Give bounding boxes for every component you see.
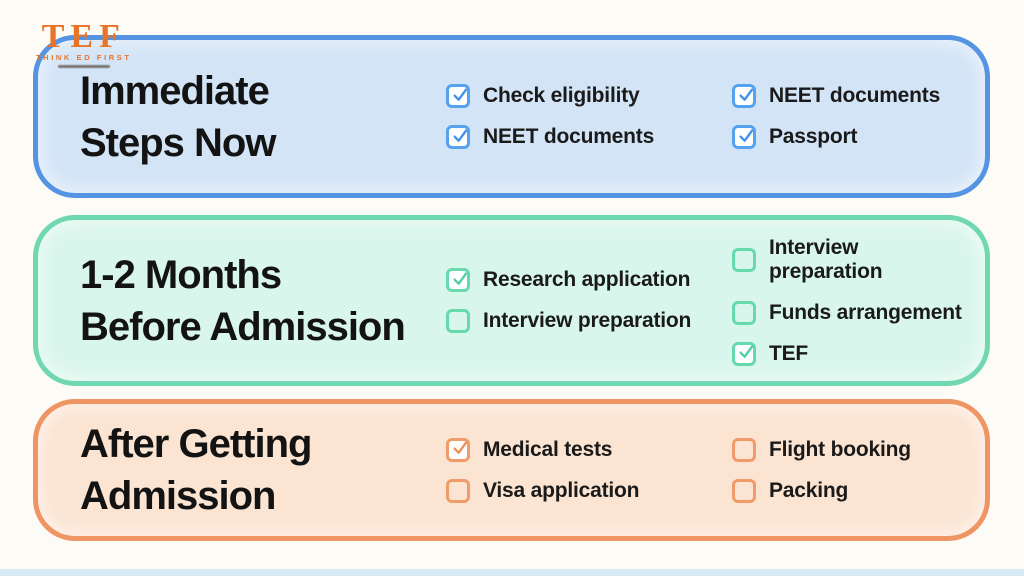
checklist-column bbox=[446, 404, 732, 536]
checklist-column bbox=[732, 220, 969, 381]
checklist-item-label: TEF bbox=[769, 341, 809, 365]
panel-title-line: Admission bbox=[80, 474, 276, 518]
check-icon bbox=[452, 440, 468, 456]
checklist-item bbox=[446, 309, 732, 333]
checkbox[interactable] bbox=[732, 125, 756, 149]
checklist-item bbox=[446, 84, 732, 108]
bottom-edge-strip bbox=[0, 569, 1024, 576]
logo-acronym: TEF bbox=[41, 18, 126, 55]
checklist-item bbox=[732, 125, 969, 149]
panel-after-admission bbox=[33, 399, 990, 541]
checklist-column bbox=[446, 40, 732, 193]
checkbox[interactable] bbox=[732, 438, 756, 462]
checklist-item bbox=[446, 479, 732, 503]
checklist-column bbox=[732, 404, 969, 536]
check-icon bbox=[738, 128, 754, 144]
checklist-column bbox=[446, 220, 732, 381]
checklist-item bbox=[732, 236, 969, 284]
check-icon bbox=[452, 87, 468, 103]
panel-title-line: Before Admission bbox=[80, 304, 405, 349]
check-icon bbox=[452, 128, 468, 144]
panel-title bbox=[80, 220, 446, 381]
checkbox[interactable] bbox=[446, 268, 470, 292]
checklist-item bbox=[732, 342, 969, 366]
checklist-item-label: Research application bbox=[483, 268, 691, 291]
checklist-item bbox=[446, 125, 732, 149]
panel-title-line: Steps Now bbox=[80, 120, 276, 165]
logo bbox=[36, 18, 132, 68]
checklist-item-label: Visa application bbox=[483, 478, 640, 502]
panel-immediate-steps bbox=[33, 35, 990, 198]
panel-title bbox=[80, 40, 446, 193]
checklist-column bbox=[732, 40, 969, 193]
checklist-item-label: Interview preparation bbox=[769, 235, 883, 283]
panel-before-admission bbox=[33, 215, 990, 386]
checklist-item bbox=[446, 438, 732, 462]
panel-title-line: After Getting bbox=[80, 422, 312, 466]
check-icon bbox=[452, 271, 468, 287]
check-icon bbox=[738, 87, 754, 103]
panel-title bbox=[80, 404, 446, 536]
checkbox[interactable] bbox=[446, 84, 470, 108]
checklist-item bbox=[732, 438, 969, 462]
checkbox[interactable] bbox=[446, 479, 470, 503]
checkbox[interactable] bbox=[732, 248, 756, 272]
checkbox[interactable] bbox=[446, 309, 470, 333]
checkbox[interactable] bbox=[446, 438, 470, 462]
checklist-item-label: Check eligibility bbox=[483, 84, 640, 107]
checklist-item bbox=[446, 268, 732, 292]
checkbox[interactable] bbox=[446, 125, 470, 149]
checkbox[interactable] bbox=[732, 301, 756, 325]
panel-title-line: Immediate bbox=[80, 68, 269, 113]
checklist-item-label: Passport bbox=[769, 125, 858, 148]
checklist-item-label: NEET documents bbox=[483, 125, 655, 148]
panel-title-line: 1-2 Months bbox=[80, 252, 282, 297]
check-icon bbox=[738, 344, 754, 360]
logo-tagline bbox=[58, 65, 110, 68]
checklist-item-label: Medical tests bbox=[483, 437, 613, 461]
checklist-item-label: Funds arrangement bbox=[769, 300, 962, 324]
checkbox[interactable] bbox=[732, 84, 756, 108]
logo-name: THINK ED FIRST bbox=[36, 53, 132, 62]
checklist-item-label: Packing bbox=[769, 478, 849, 502]
checklist-item bbox=[732, 479, 969, 503]
checklist-item bbox=[732, 301, 969, 325]
checklist-item-label: Flight booking bbox=[769, 437, 911, 461]
checklist-item-label: NEET documents bbox=[769, 84, 941, 107]
checkbox[interactable] bbox=[732, 342, 756, 366]
checklist-item-label: Interview preparation bbox=[483, 309, 692, 332]
checklist-item bbox=[732, 84, 969, 108]
checkbox[interactable] bbox=[732, 479, 756, 503]
